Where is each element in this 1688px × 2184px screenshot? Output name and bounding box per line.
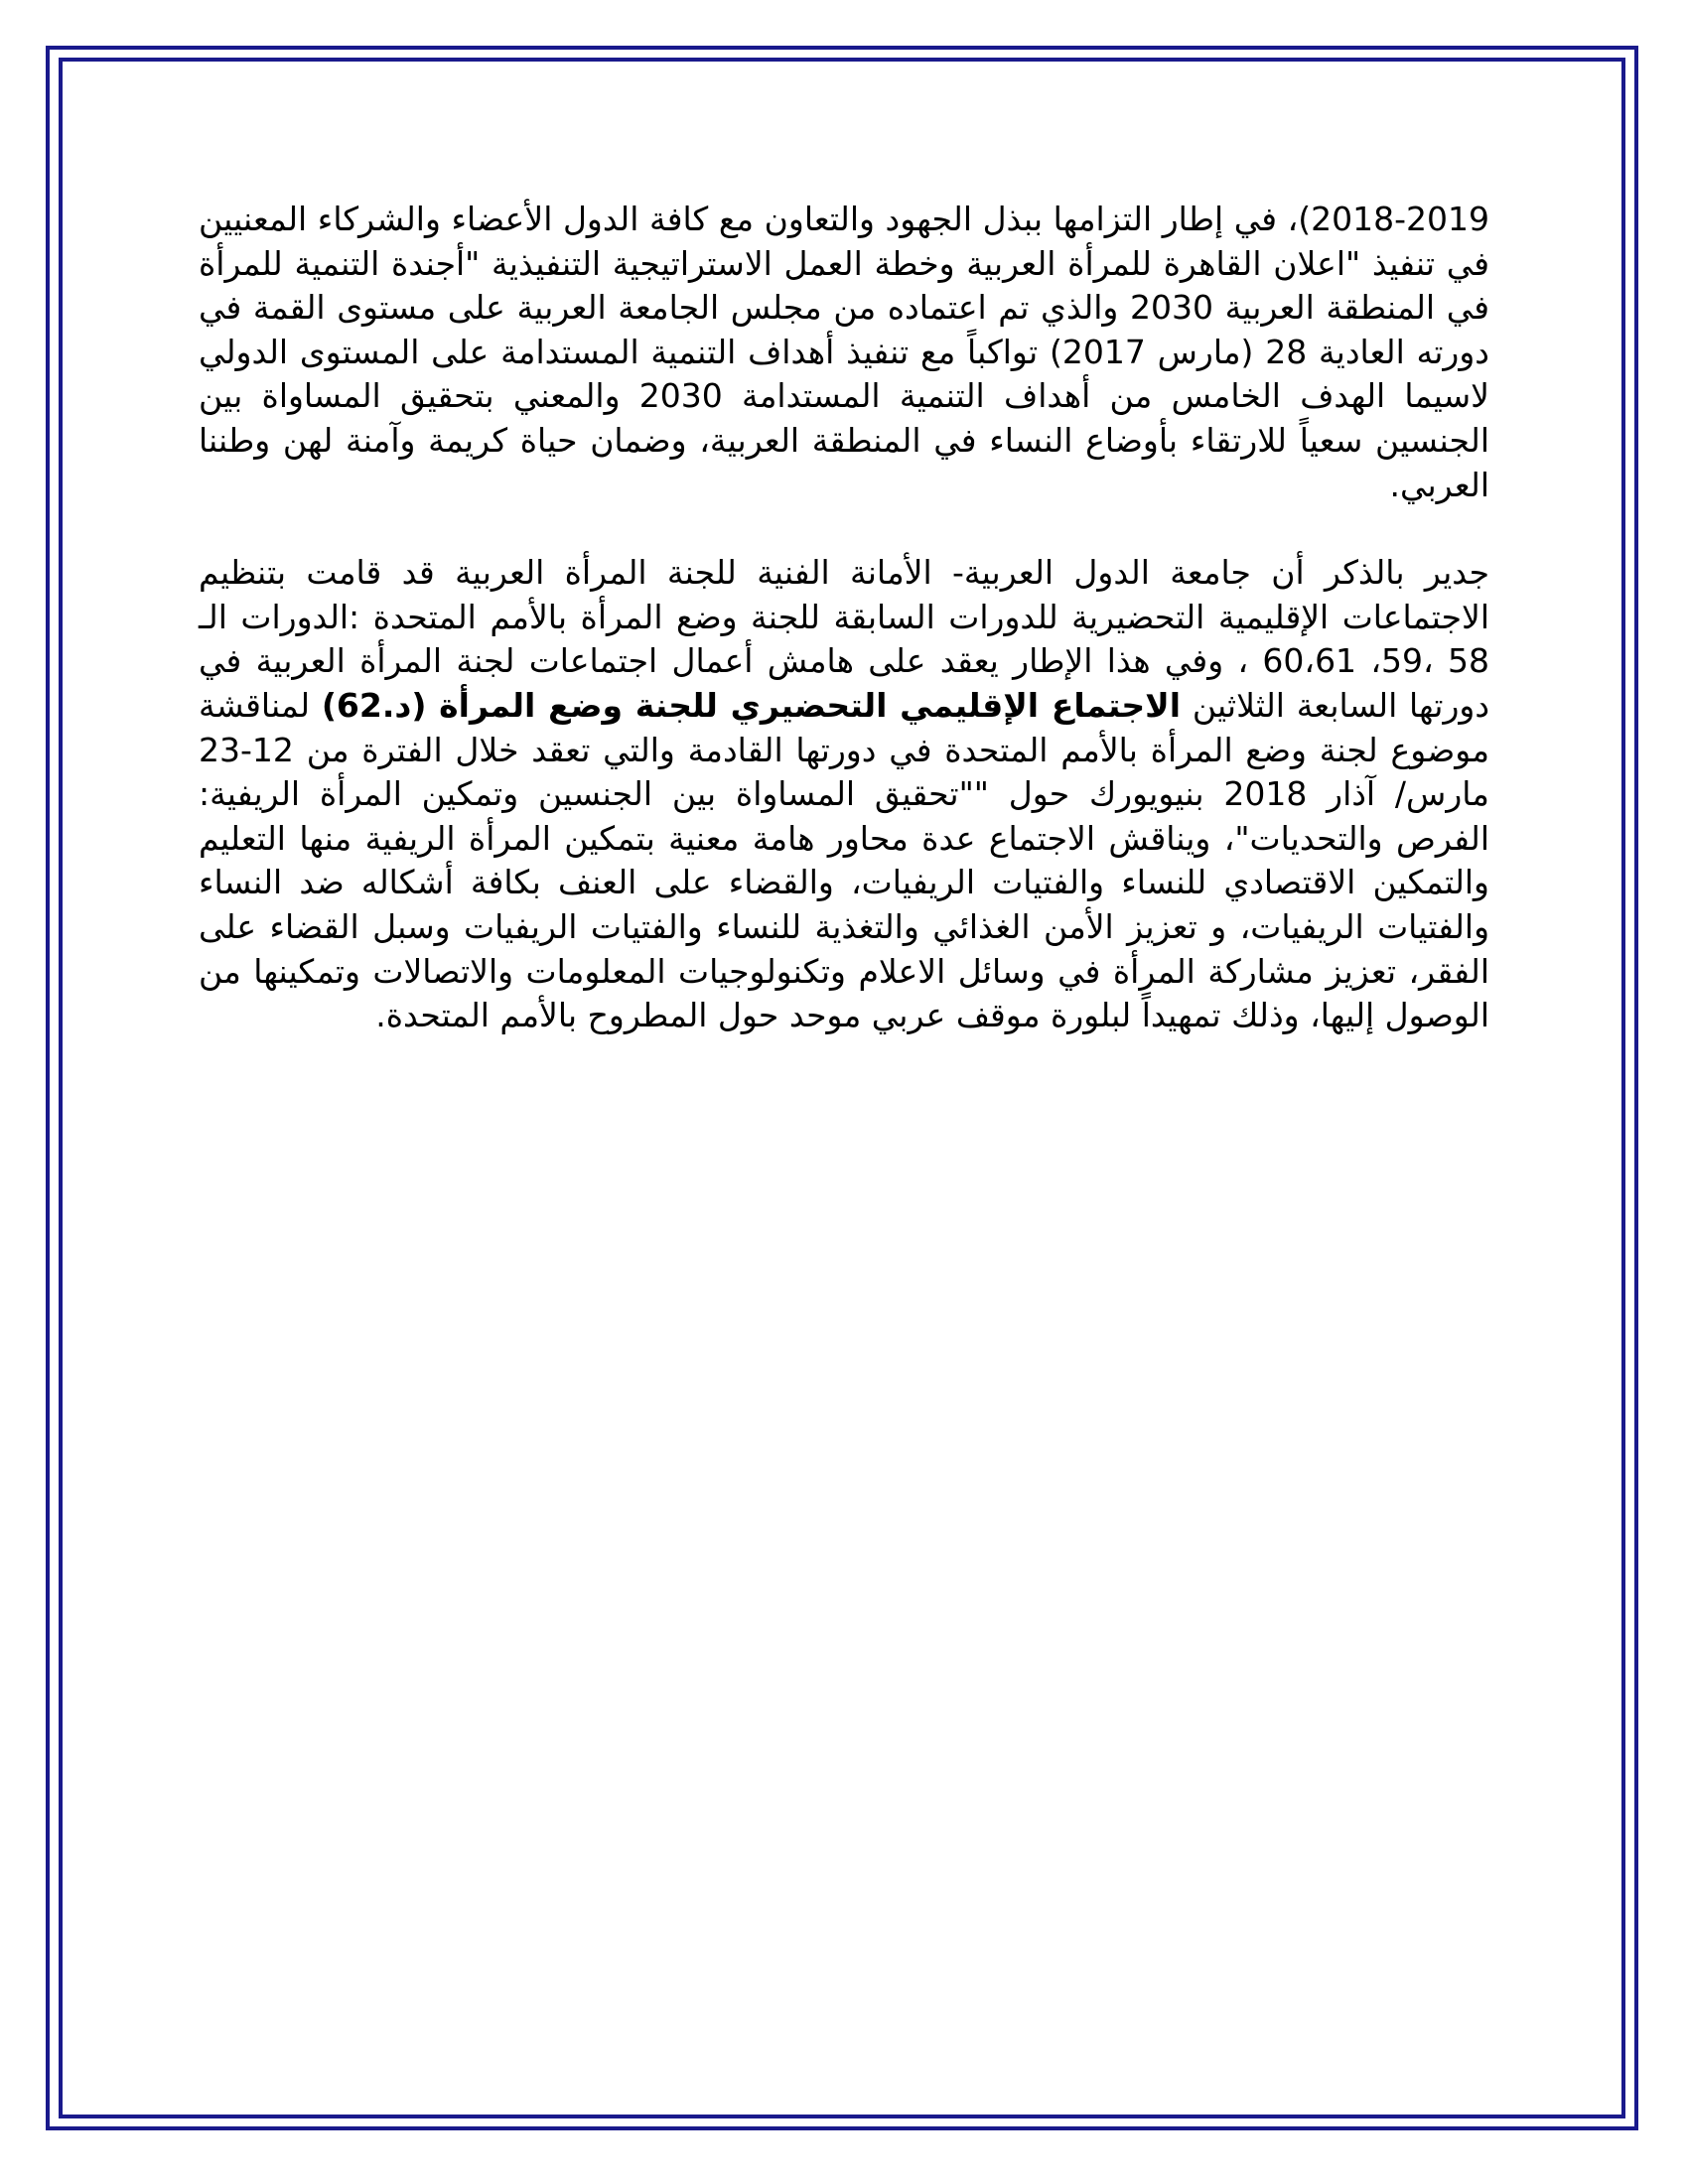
- meeting-title-bold: الاجتماع الإقليمي التحضيري للجنة وضع المرأة (د.62): [321, 685, 1182, 725]
- paragraph-2-text-end: لمناقشة موضوع لجنة وضع المرأة بالأمم المتحدة في دورتها القادمة والتي تعقد خلال الفترة من 12-23 مارس/ آذار 2018 بنيويورك حول ""تحقيق المساواة بين الجنسين وتمكين المرأة الريفية: الفرص والتحديات"، ويناقش الاجتماع عدة محاور هامة معنية بتمكين المرأة الريفية منها التعليم والتمكين الاقتصادي للنساء والفتيات الريفيات، والقضاء على العنف بكافة أشكاله ضد النساء والفتيات الريفيات، و تعزيز الأمن الغذائي والتغذية للنساء والفتيات الريفيات وسبل القضاء على الفقر، تعزيز مشاركة المرأة في وسائل الاعلام وتكنولوجيات المعلومات والاتصالات وتمكينها من الوصول إليها، وذلك تمهيداً لبلورة موقف عربي موحد حول المطروح بالأمم المتحدة.: [199, 685, 1489, 1035]
- paragraph-2-text-start: جدير بالذكر أن جامعة الدول العربية- الأمانة الفنية للجنة المرأة العربية قد قامت بتنظيم الاجتماعات الإقليمية التحضيرية للدورات السابقة للجنة وضع المرأة بالأمم المتحدة :الدورات الـ 58 ،59، 60،61 ، وفي هذا الإطار يعقد على هامش أعمال اجتماعات لجنة المرأة العربية في دورتها السابعة الثلاثين: [199, 553, 1490, 725]
- paragraph-2: [199, 551, 1489, 1038]
- document-body: [199, 198, 1489, 1038]
- paragraph-1: 2018-2019)، في إطار التزامها ببذل الجهود والتعاون مع كافة الدول الأعضاء والشركاء المعنيين في تنفيذ "اعلان القاهرة للمرأة العربية وخطة العمل الاستراتيجية التنفيذية "أجندة التنمية للمرأة في المنطقة العربية 2030 والذي تم اعتماده من مجلس الجامعة العربية على مستوى القمة في دورته العادية 28 (مارس 2017) تواكباً مع تنفيذ أهداف التنمية المستدامة على المستوى الدولي لاسيما الهدف الخامس من أهداف التنمية المستدامة 2030 والمعني بتحقيق المساواة بين الجنسين سعياً للارتقاء بأوضاع النساء في المنطقة العربية، وضمان حياة كريمة وآمنة لهن وطننا العربي.: [199, 200, 1489, 504]
